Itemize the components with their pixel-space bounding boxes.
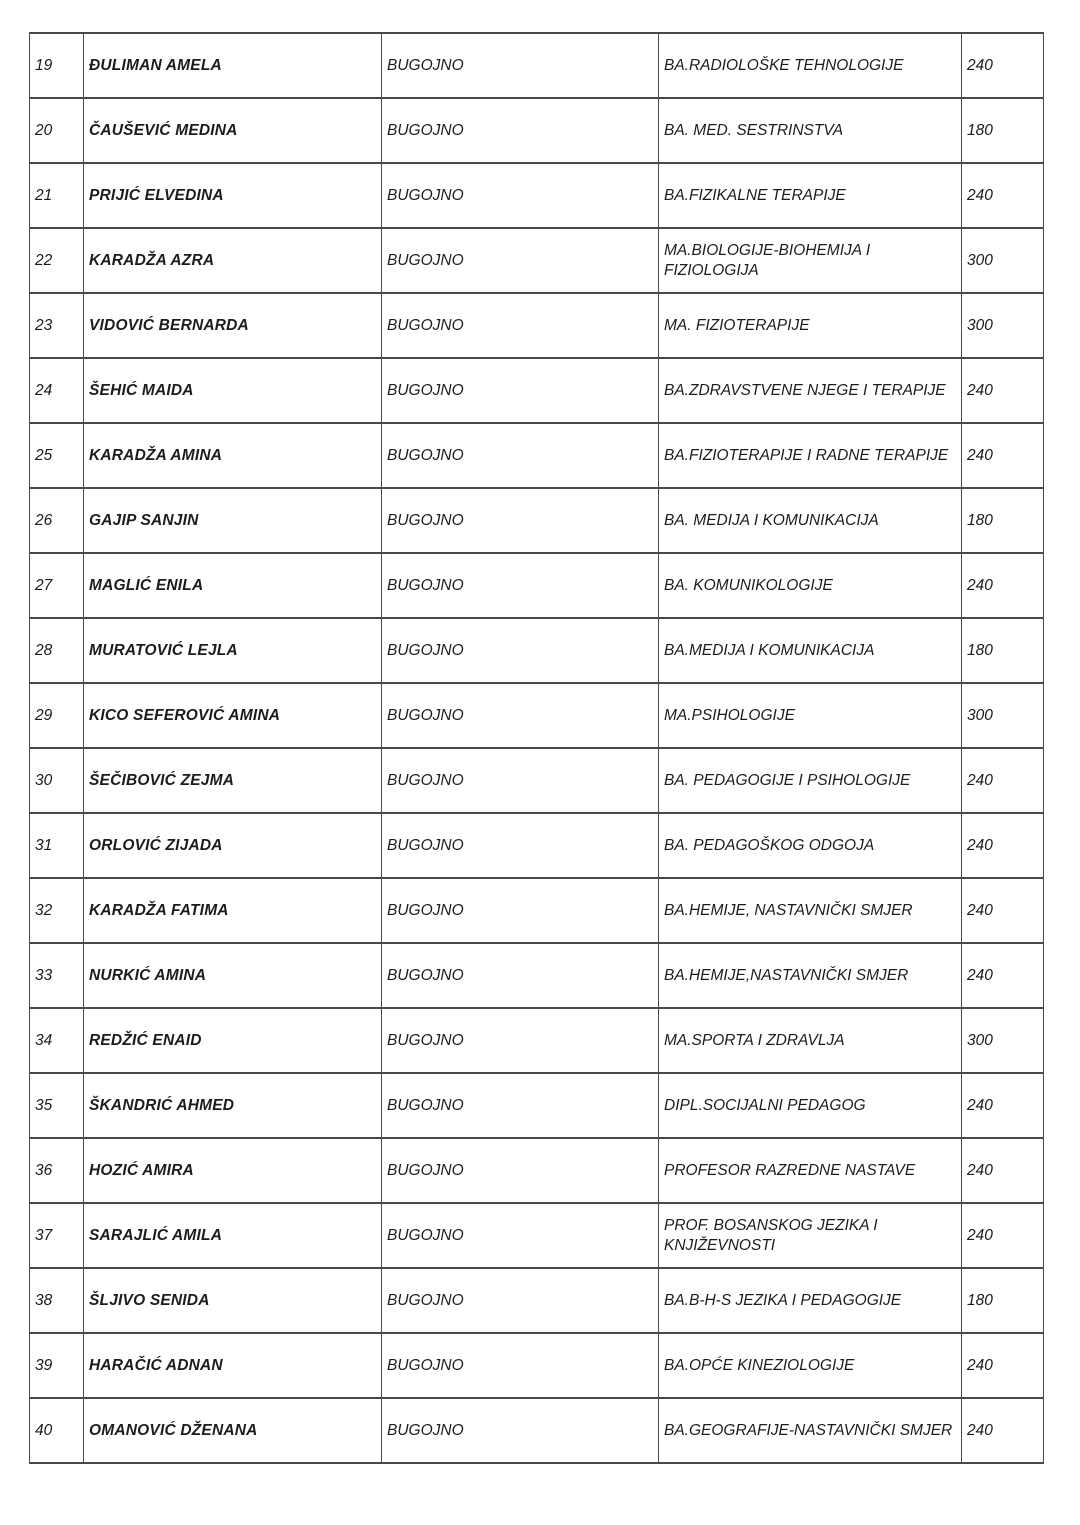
- program-cell: BA.FIZIOTERAPIJE I RADNE TERAPIJE: [659, 423, 962, 488]
- student-list-table: [29, 32, 1044, 1464]
- credits-cell: 240: [962, 943, 1044, 1008]
- credits-cell: 240: [962, 1398, 1044, 1463]
- credits-cell: 300: [962, 1008, 1044, 1073]
- name-cell: ŠEHIĆ MAIDA: [84, 358, 382, 423]
- program-cell: BA.GEOGRAFIJE-NASTAVNIČKI SMJER: [659, 1398, 962, 1463]
- table-row: [30, 488, 1044, 553]
- row-number-cell: 20: [30, 98, 84, 163]
- name-cell: KARADŽA AZRA: [84, 228, 382, 293]
- program-cell: BA. KOMUNIKOLOGIJE: [659, 553, 962, 618]
- name-cell: GAJIP SANJIN: [84, 488, 382, 553]
- city-cell: BUGOJNO: [382, 813, 659, 878]
- name-cell: SARAJLIĆ AMILA: [84, 1203, 382, 1268]
- city-cell: BUGOJNO: [382, 1268, 659, 1333]
- row-number-cell: 33: [30, 943, 84, 1008]
- city-cell: BUGOJNO: [382, 1138, 659, 1203]
- credits-cell: 240: [962, 1203, 1044, 1268]
- table-row: [30, 33, 1044, 98]
- name-cell: ĐULIMAN AMELA: [84, 33, 382, 98]
- city-cell: BUGOJNO: [382, 943, 659, 1008]
- row-number-cell: 28: [30, 618, 84, 683]
- name-cell: KARADŽA FATIMA: [84, 878, 382, 943]
- table-row: [30, 1333, 1044, 1398]
- credits-cell: 240: [962, 1333, 1044, 1398]
- program-cell: BA. MEDIJA I KOMUNIKACIJA: [659, 488, 962, 553]
- row-number-cell: 25: [30, 423, 84, 488]
- table-row: [30, 553, 1044, 618]
- credits-cell: 240: [962, 1138, 1044, 1203]
- name-cell: HOZIĆ AMIRA: [84, 1138, 382, 1203]
- row-number-cell: 24: [30, 358, 84, 423]
- row-number-cell: 22: [30, 228, 84, 293]
- name-cell: ŠKANDRIĆ AHMED: [84, 1073, 382, 1138]
- table-row: [30, 293, 1044, 358]
- row-number-cell: 21: [30, 163, 84, 228]
- program-cell: BA. PEDAGOGIJE I PSIHOLOGIJE: [659, 748, 962, 813]
- name-cell: ČAUŠEVIĆ MEDINA: [84, 98, 382, 163]
- program-cell: PROFESOR RAZREDNE NASTAVE: [659, 1138, 962, 1203]
- name-cell: NURKIĆ AMINA: [84, 943, 382, 1008]
- table-row: [30, 228, 1044, 293]
- row-number-cell: 36: [30, 1138, 84, 1203]
- program-cell: BA.HEMIJE, NASTAVNIČKI SMJER: [659, 878, 962, 943]
- name-cell: MURATOVIĆ LEJLA: [84, 618, 382, 683]
- name-cell: HARAČIĆ ADNAN: [84, 1333, 382, 1398]
- table-row: [30, 1203, 1044, 1268]
- program-cell: BA.MEDIJA I KOMUNIKACIJA: [659, 618, 962, 683]
- credits-cell: 240: [962, 748, 1044, 813]
- table-row: [30, 423, 1044, 488]
- city-cell: BUGOJNO: [382, 423, 659, 488]
- row-number-cell: 26: [30, 488, 84, 553]
- table-row: [30, 1398, 1044, 1463]
- table-row: [30, 748, 1044, 813]
- program-cell: BA.OPĆE KINEZIOLOGIJE: [659, 1333, 962, 1398]
- program-cell: MA.SPORTA I ZDRAVLJA: [659, 1008, 962, 1073]
- city-cell: BUGOJNO: [382, 98, 659, 163]
- city-cell: BUGOJNO: [382, 1333, 659, 1398]
- credits-cell: 240: [962, 33, 1044, 98]
- city-cell: BUGOJNO: [382, 1203, 659, 1268]
- program-cell: BA.ZDRAVSTVENE NJEGE I TERAPIJE: [659, 358, 962, 423]
- city-cell: BUGOJNO: [382, 358, 659, 423]
- city-cell: BUGOJNO: [382, 683, 659, 748]
- city-cell: BUGOJNO: [382, 228, 659, 293]
- table-row: [30, 618, 1044, 683]
- credits-cell: 180: [962, 488, 1044, 553]
- credits-cell: 240: [962, 813, 1044, 878]
- table-row: [30, 813, 1044, 878]
- program-cell: MA. FIZIOTERAPIJE: [659, 293, 962, 358]
- table-row: [30, 163, 1044, 228]
- city-cell: BUGOJNO: [382, 163, 659, 228]
- city-cell: BUGOJNO: [382, 33, 659, 98]
- credits-cell: 240: [962, 423, 1044, 488]
- row-number-cell: 39: [30, 1333, 84, 1398]
- city-cell: BUGOJNO: [382, 1008, 659, 1073]
- name-cell: KICO SEFEROVIĆ AMINA: [84, 683, 382, 748]
- credits-cell: 240: [962, 553, 1044, 618]
- table-row: [30, 1268, 1044, 1333]
- row-number-cell: 32: [30, 878, 84, 943]
- program-cell: BA. MED. SESTRINSTVA: [659, 98, 962, 163]
- table-row: [30, 358, 1044, 423]
- city-cell: BUGOJNO: [382, 878, 659, 943]
- program-cell: BA. PEDAGOŠKOG ODGOJA: [659, 813, 962, 878]
- name-cell: PRIJIĆ ELVEDINA: [84, 163, 382, 228]
- city-cell: BUGOJNO: [382, 1398, 659, 1463]
- program-cell: PROF. BOSANSKOG JEZIKA I KNJIŽEVNOSTI: [659, 1203, 962, 1268]
- row-number-cell: 23: [30, 293, 84, 358]
- credits-cell: 240: [962, 163, 1044, 228]
- credits-cell: 300: [962, 683, 1044, 748]
- credits-cell: 300: [962, 293, 1044, 358]
- table-row: [30, 1138, 1044, 1203]
- name-cell: KARADŽA AMINA: [84, 423, 382, 488]
- row-number-cell: 37: [30, 1203, 84, 1268]
- row-number-cell: 35: [30, 1073, 84, 1138]
- program-cell: DIPL.SOCIJALNI PEDAGOG: [659, 1073, 962, 1138]
- row-number-cell: 30: [30, 748, 84, 813]
- name-cell: ORLOVIĆ ZIJADA: [84, 813, 382, 878]
- table-row: [30, 878, 1044, 943]
- table-row: [30, 98, 1044, 163]
- table-row: [30, 943, 1044, 1008]
- row-number-cell: 34: [30, 1008, 84, 1073]
- name-cell: VIDOVIĆ BERNARDA: [84, 293, 382, 358]
- name-cell: MAGLIĆ ENILA: [84, 553, 382, 618]
- row-number-cell: 27: [30, 553, 84, 618]
- credits-cell: 180: [962, 1268, 1044, 1333]
- name-cell: ŠLJIVO SENIDA: [84, 1268, 382, 1333]
- program-cell: MA.PSIHOLOGIJE: [659, 683, 962, 748]
- city-cell: BUGOJNO: [382, 488, 659, 553]
- credits-cell: 180: [962, 98, 1044, 163]
- table-row: [30, 1073, 1044, 1138]
- program-cell: BA.HEMIJE,NASTAVNIČKI SMJER: [659, 943, 962, 1008]
- credits-cell: 180: [962, 618, 1044, 683]
- city-cell: BUGOJNO: [382, 748, 659, 813]
- row-number-cell: 29: [30, 683, 84, 748]
- student-table-body: [30, 33, 1044, 1463]
- name-cell: REDŽIĆ ENAID: [84, 1008, 382, 1073]
- credits-cell: 240: [962, 878, 1044, 943]
- city-cell: BUGOJNO: [382, 618, 659, 683]
- table-row: [30, 1008, 1044, 1073]
- program-cell: MA.BIOLOGIJE-BIOHEMIJA I FIZIOLOGIJA: [659, 228, 962, 293]
- city-cell: BUGOJNO: [382, 553, 659, 618]
- credits-cell: 240: [962, 1073, 1044, 1138]
- city-cell: BUGOJNO: [382, 293, 659, 358]
- program-cell: BA.B-H-S JEZIKA I PEDAGOGIJE: [659, 1268, 962, 1333]
- program-cell: BA.FIZIKALNE TERAPIJE: [659, 163, 962, 228]
- name-cell: OMANOVIĆ DŽENANA: [84, 1398, 382, 1463]
- credits-cell: 300: [962, 228, 1044, 293]
- credits-cell: 240: [962, 358, 1044, 423]
- row-number-cell: 38: [30, 1268, 84, 1333]
- row-number-cell: 40: [30, 1398, 84, 1463]
- row-number-cell: 19: [30, 33, 84, 98]
- program-cell: BA.RADIOLOŠKE TEHNOLOGIJE: [659, 33, 962, 98]
- city-cell: BUGOJNO: [382, 1073, 659, 1138]
- row-number-cell: 31: [30, 813, 84, 878]
- table-row: [30, 683, 1044, 748]
- name-cell: ŠEČIBOVIĆ ZEJMA: [84, 748, 382, 813]
